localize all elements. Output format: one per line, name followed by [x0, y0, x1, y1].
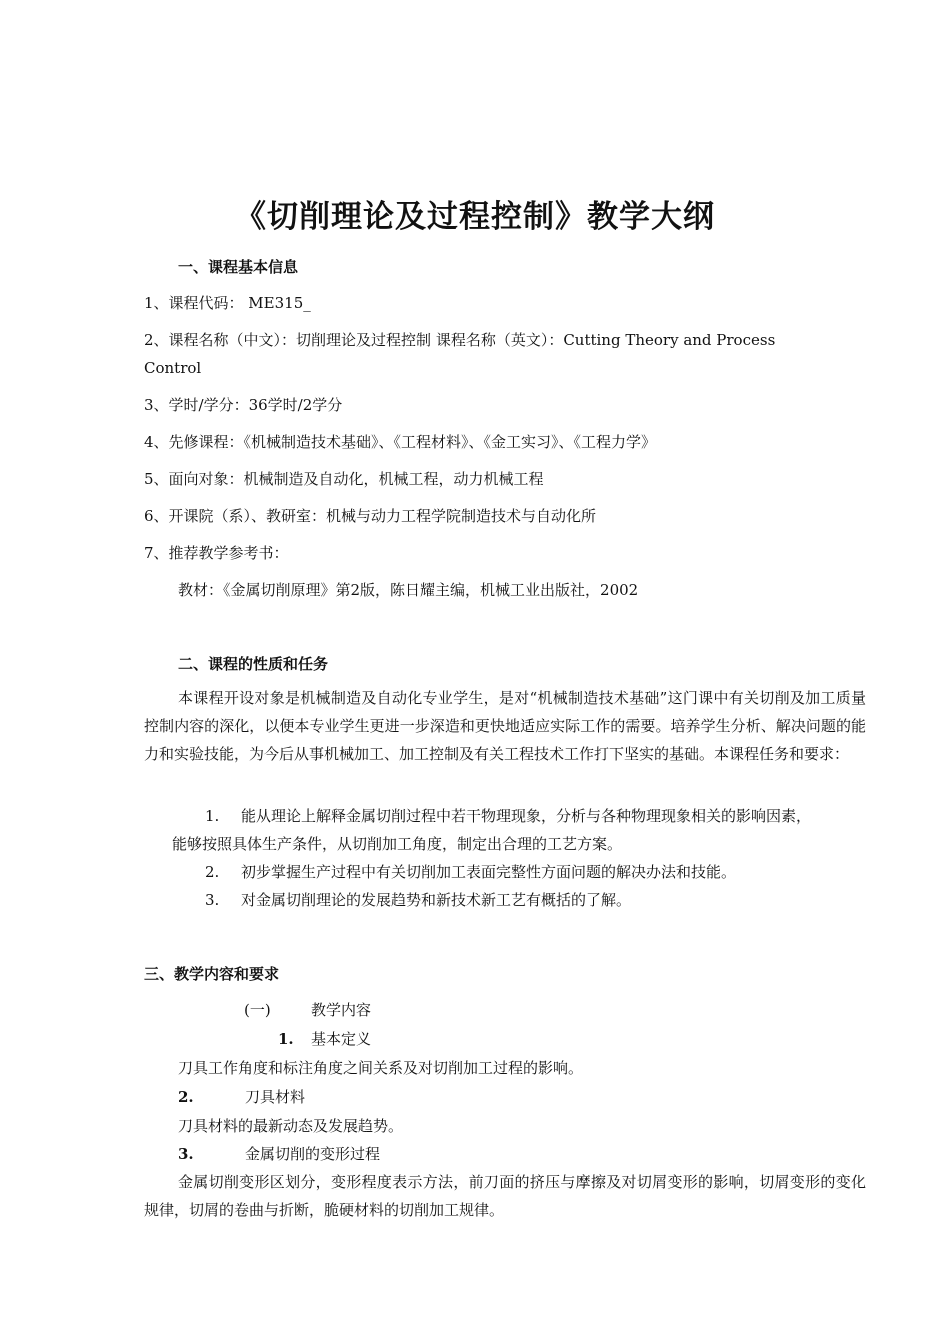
- subsection-heading: [244, 1000, 371, 1020]
- topic-1-heading: [278, 1029, 371, 1049]
- topic-title: 金属切削的变形过程: [245, 1145, 381, 1163]
- list-text: 能从理论上解释金属切削过程中若干物理现象，分析与各种物理现象相关的影响因素，: [241, 807, 812, 825]
- subsection-number: (一): [244, 1001, 271, 1019]
- topic-number: 1.: [278, 1030, 294, 1048]
- info-item-department: 6、开课院（系）、教研室：机械与动力工程学院制造技术与自动化所: [144, 507, 597, 525]
- info-item-course-name: 2、课程名称（中文）：切削理论及过程控制 课程名称（英文）：Cutting Theory and Process: [144, 331, 776, 349]
- info-item-hours-credits: 3、学时/学分：36学时/2学分: [144, 396, 343, 414]
- section-2-heading: 二、课程的性质和任务: [178, 655, 329, 673]
- list-text: 初步掌握生产过程中有关切削加工表面完整性方面问题的解决办法和技能。: [241, 863, 737, 881]
- topic-number: 3.: [178, 1145, 194, 1163]
- topic-title: 基本定义: [311, 1030, 372, 1048]
- subsection-label: 教学内容: [311, 1001, 372, 1019]
- section-3-heading: 三、教学内容和要求: [144, 965, 280, 983]
- section-1-heading: 一、课程基本信息: [178, 258, 299, 276]
- info-item-course-code: 1、课程代码： ME315_: [144, 294, 311, 312]
- info-item-audience: 5、面向对象：机械制造及自动化，机械工程，动力机械工程: [144, 470, 544, 488]
- requirement-item-1: [205, 806, 811, 826]
- topic-2-desc: 刀具材料的最新动态及发展趋势。: [178, 1117, 404, 1135]
- list-number: 2.: [205, 863, 220, 881]
- topic-1-desc: 刀具工作角度和标注角度之间关系及对切削加工过程的影响。: [178, 1059, 584, 1077]
- list-number: 1.: [205, 807, 220, 825]
- topic-3-heading: [178, 1144, 380, 1164]
- document-title: 《切削理论及过程控制》教学大纲: [235, 199, 715, 235]
- requirement-item-1-cont: 能够按照具体生产条件，从切削加工角度，制定出合理的工艺方案。: [172, 835, 623, 853]
- info-item-course-name-cont: Control: [144, 359, 202, 377]
- topic-title: 刀具材料: [245, 1088, 306, 1106]
- requirement-item-3: [205, 890, 631, 910]
- topic-3-desc: 金属切削变形区划分，变形程度表示方法，前刀面的挤压与摩擦及对切屑变形的影响，切屑变形的变化规律，切屑的卷曲与折断，脆硬材料的切削加工规律。: [144, 1173, 866, 1219]
- info-item-prerequisites: 4、先修课程：《机械制造技术基础》、《工程材料》、《金工实习》、《工程力学》: [144, 433, 657, 451]
- requirement-item-2: [205, 862, 736, 882]
- list-number: 3.: [205, 891, 220, 909]
- topic-number: 2.: [178, 1088, 194, 1106]
- info-item-references: 7、推荐教学参考书：: [144, 544, 289, 562]
- nature-paragraph: 本课程开设对象是机械制造及自动化专业学生，是对“机械制造技术基础”这门课中有关切削及加工质量控制内容的深化，以便本专业学生更进一步深造和更快地适应实际工作的需要。培养学生分析、解决问题的能力和实验技能，为今后从事机械加工、加工控制及有关工程技术工作打下坚实的基础。本课程任务和要求：: [144, 689, 866, 763]
- list-text: 对金属切削理论的发展趋势和新技术新工艺有概括的了解。: [241, 891, 632, 909]
- topic-2-heading: [178, 1087, 305, 1107]
- textbook-line: 教材：《金属切削原理》第2版，陈日耀主编，机械工业出版社，2002: [178, 581, 639, 599]
